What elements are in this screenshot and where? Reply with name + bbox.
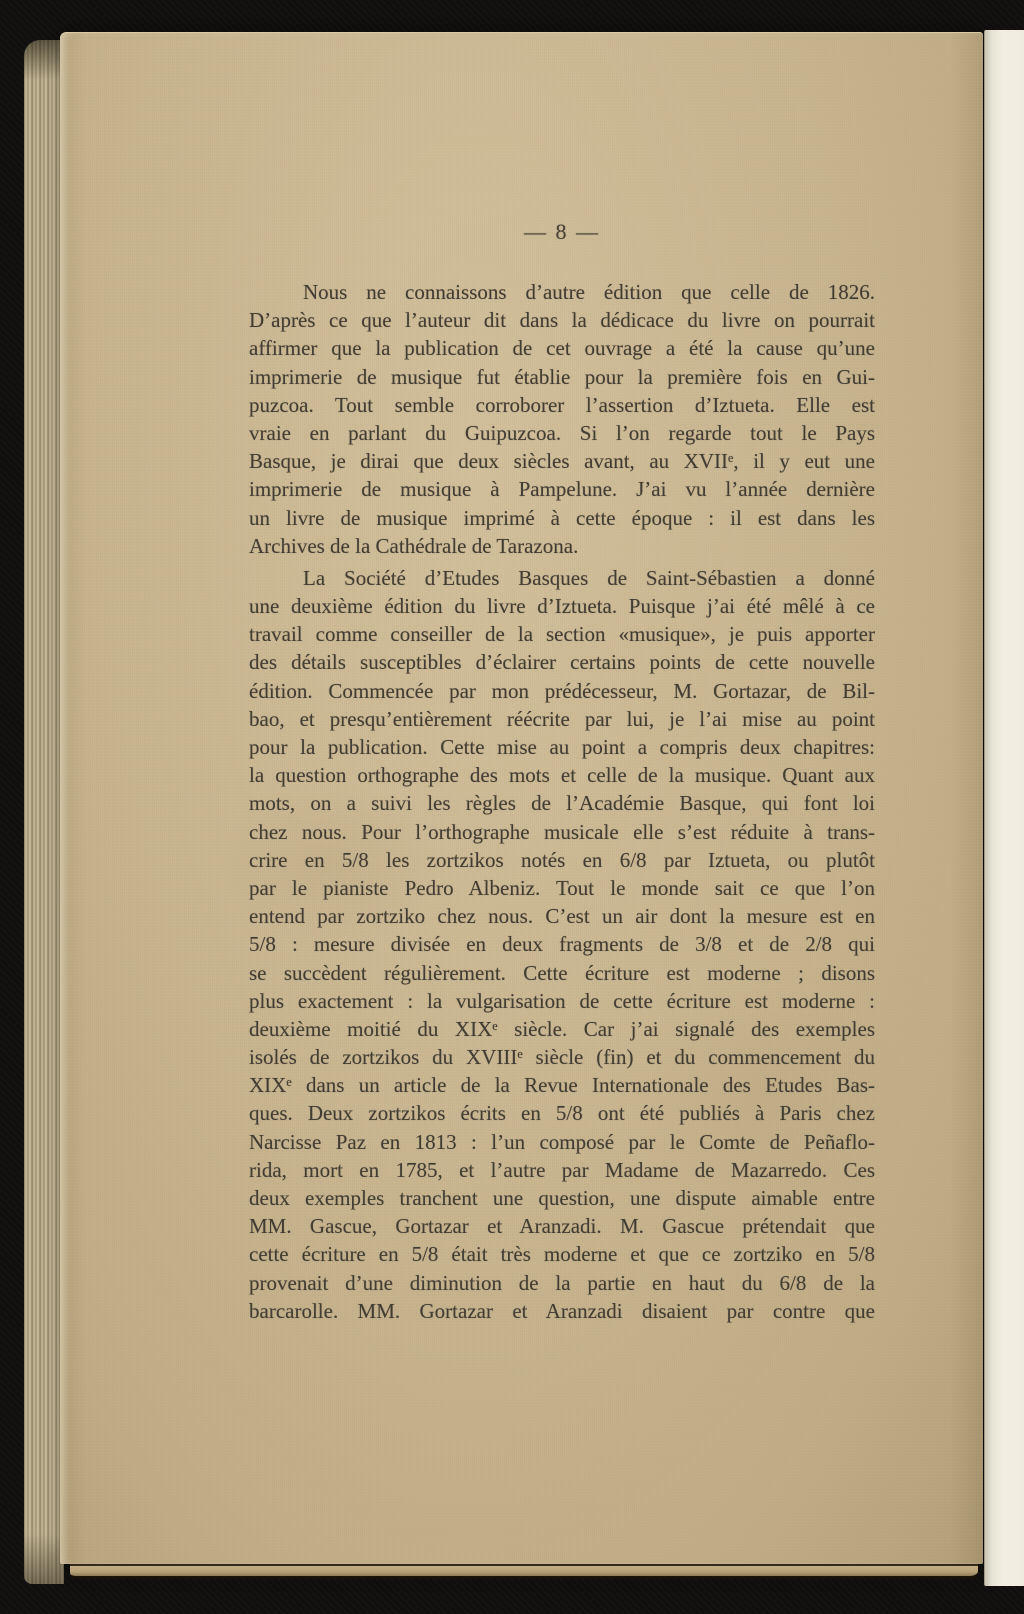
text-line: plus exactement : la vulgarisation de cette écriture est moderne : — [249, 988, 875, 1013]
page-edge-stack — [24, 40, 64, 1584]
text-line: pour la publication. Cette mise au point a compris deux chapitres: — [249, 735, 875, 759]
text-line: des détails susceptibles d’éclairer certains points de cette nouvelle — [249, 650, 875, 675]
text-line: D’après ce que l’auteur dit dans la dédicace du livre on pourrait — [249, 308, 875, 333]
text-line: travail comme conseiller de la section «musique», je puis apporter — [249, 622, 875, 647]
text-line: rida, mort en 1785, et l’autre par Madame de Mazarredo. Ces — [249, 1157, 875, 1182]
text-line: une deuxième édition du livre d’Iztueta. Puisque j’ai été mêlé à ce — [249, 594, 875, 619]
text-line: puzcoa. Tout semble corroborer l’assertion d’Iztueta. Elle est — [249, 392, 875, 417]
text-line: se succèdent régulièrement. Cette écriture est moderne ; disons — [249, 960, 875, 985]
text-line: isolés de zortzikos du XVIIIᵉ siècle (fin) et du commencement du — [249, 1045, 875, 1070]
paragraph — [249, 564, 875, 1325]
text-line: bao, et presqu’entièrement réécrite par lui, je l’ai mise au point — [249, 706, 875, 731]
page-number: — 8 — — [524, 219, 600, 244]
text-line: cette écriture en 5/8 était très moderne et que ce zortziko en 5/8 — [249, 1242, 875, 1267]
text-line: vraie en parlant du Guipuzcoa. Si l’on regarde tout le Pays — [249, 420, 875, 445]
text-line: Archives de la Cathédrale de Tarazona. — [249, 533, 579, 558]
text-line: ques. Deux zortzikos écrits en 5/8 ont été publiés à Paris chez — [249, 1101, 875, 1126]
next-page-edge — [984, 30, 1024, 1586]
text-line: Nous ne connaissons d’autre édition que celle de 1826. — [303, 280, 875, 304]
text-line: mots, on a suivi les règles de l’Académie Basque, qui font loi — [249, 791, 875, 816]
text-line: deuxième moitié du XIXᵉ siècle. Car j’ai signalé des exemples — [249, 1016, 875, 1041]
text-line: provenait d’une diminution de la partie en haut du 6/8 de la — [249, 1270, 875, 1295]
text-line: imprimerie de musique fut établie pour la première fois en Gui- — [249, 364, 875, 389]
text-line: barcarolle. MM. Gortazar et Aranzadi disaient par contre que — [249, 1298, 875, 1323]
text-line: La Société d’Etudes Basques de Saint-Sébastien a donné — [303, 565, 875, 590]
text-block — [249, 278, 875, 1325]
page-bottom-edge — [70, 1564, 978, 1579]
text-line: Narcisse Paz en 1813 : l’un composé par le Comte de Peñaflo- — [249, 1129, 875, 1154]
text-line: par le pianiste Pedro Albeniz. Tout le monde sait ce que l’on — [249, 875, 875, 900]
text-line: 5/8 : mesure divisée en deux fragments de 3/8 et de 2/8 qui — [249, 932, 875, 957]
text-line: entend par zortziko chez nous. C’est un air dont la mesure est en — [249, 904, 875, 929]
text-line: MM. Gascue, Gortazar et Aranzadi. M. Gascue prétendait que — [249, 1214, 875, 1239]
text-line: crire en 5/8 les zortzikos notés en 6/8 par Iztueta, ou plutôt — [249, 847, 875, 872]
text-line: affirmer que la publication de cet ouvrage a été la cause qu’une — [249, 336, 875, 361]
text-line: deux exemples tranchent une question, une dispute aimable entre — [249, 1186, 875, 1210]
text-line: imprimerie de musique à Pampelune. J’ai vu l’année dernière — [249, 477, 875, 502]
text-line: chez nous. Pour l’orthographe musicale elle s’est réduite à trans- — [249, 819, 875, 844]
paragraph — [249, 278, 875, 560]
book-page — [60, 32, 983, 1564]
text-line: Basque, je dirai que deux siècles avant, au XVIIᵉ, il y eut une — [249, 449, 875, 474]
text-line: un livre de musique imprimé à cette époque : il est dans les — [249, 505, 875, 530]
text-line: édition. Commencée par mon prédécesseur, M. Gortazar, de Bil- — [249, 678, 875, 703]
text-line: XIXᵉ dans un article de la Revue Internationale des Etudes Bas- — [249, 1073, 875, 1098]
text-line: la question orthographe des mots et celle de la musique. Quant aux — [249, 763, 875, 788]
